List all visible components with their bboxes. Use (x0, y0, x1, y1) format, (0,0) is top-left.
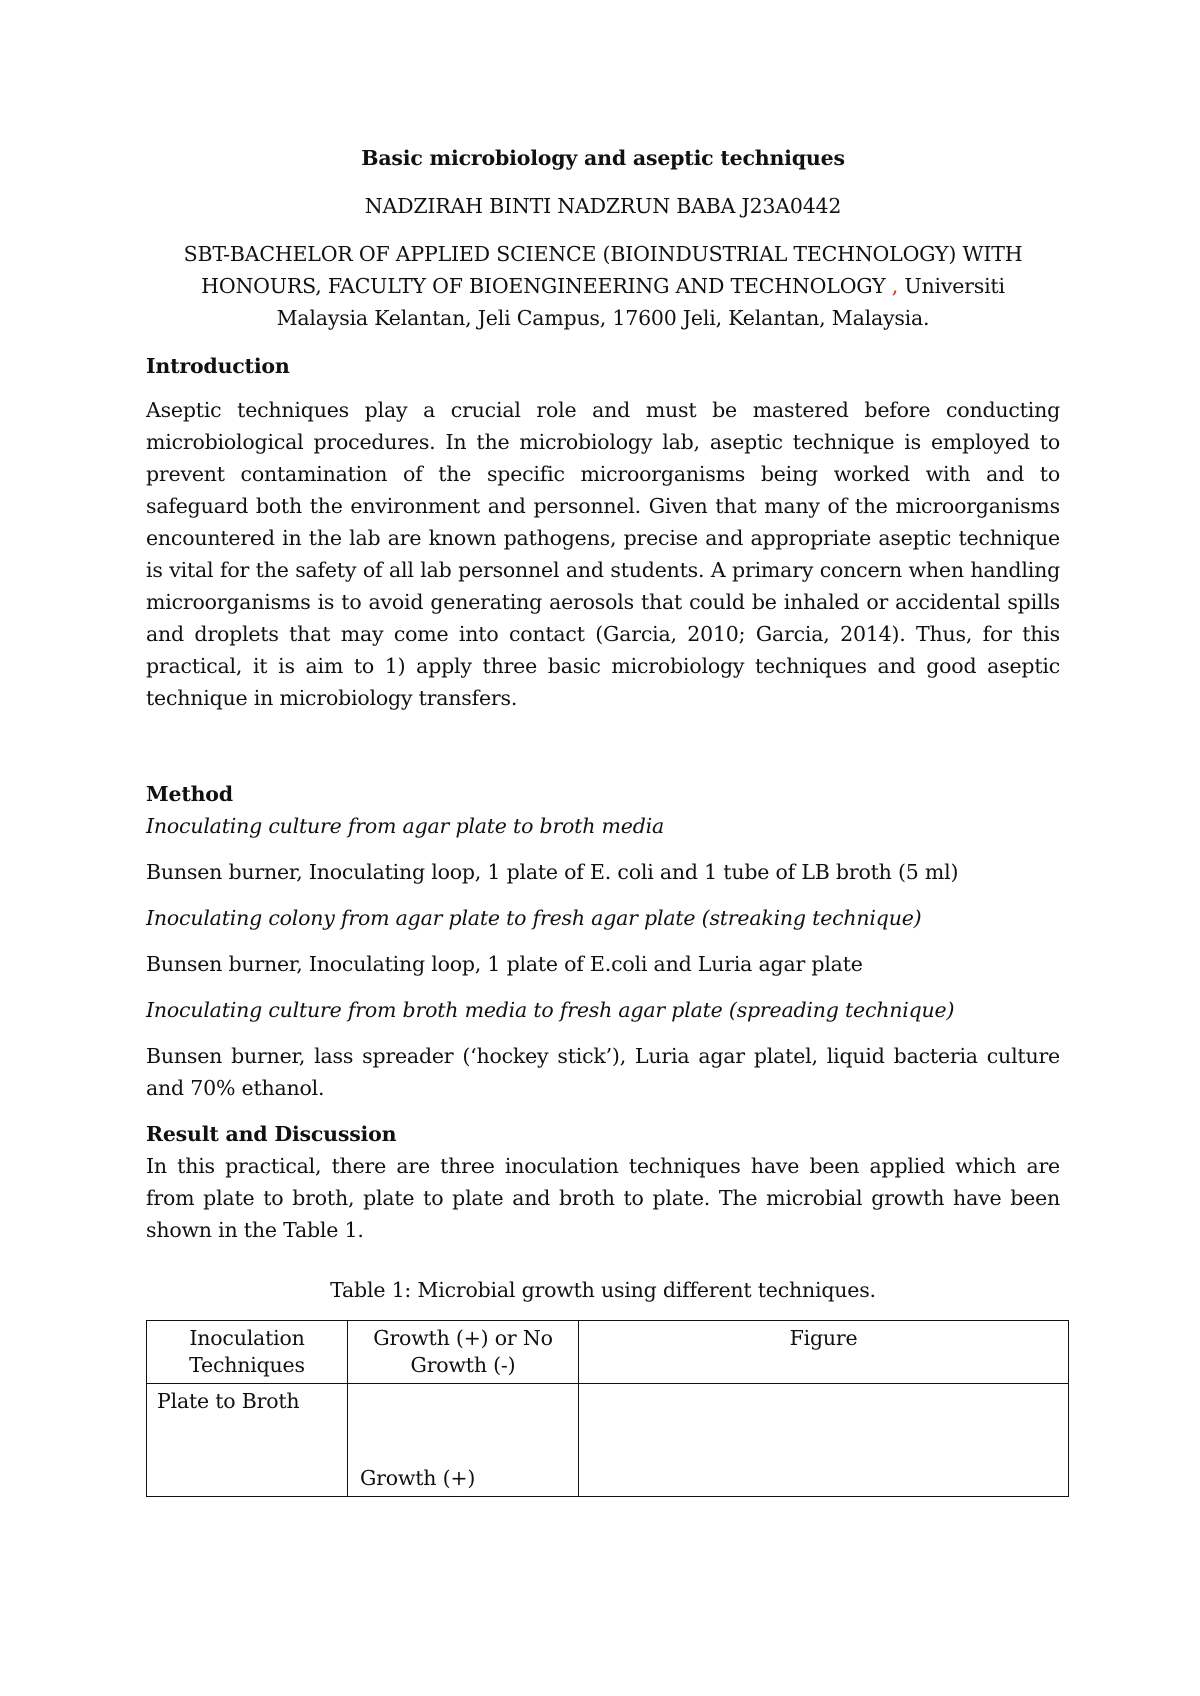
table-row (147, 1384, 1069, 1497)
results-paragraph: In this practical, there are three inoculation techniques have been applied which are from plate to broth, plate to plate and broth to plate. The microbial growth have been shown in the Table 1. (146, 1154, 1060, 1242)
introduction-paragraph: Aseptic techniques play a crucial role and must be mastered before conducting microbiological procedures. In the microbiology lab, aseptic technique is employed to prevent contamination of the specific microorganisms being worked with and to safeguard both the environment and personnel. Given that many of the microorganisms encountered in the lab are known pathogens, precise and appropriate aseptic technique is vital for the safety of all lab personnel and students. A primary concern when handling microorganisms is to avoid generating aerosols that could be inhaled or accidental spills and droplets that may come into contact (Garcia, 2010; Garcia, 2014). Thus, for this practical, it is aim to 1) apply three basic microbiology techniques and good aseptic technique in microbiology transfers. (146, 398, 1060, 710)
table-cell-figure (579, 1384, 1069, 1497)
affiliation-university: Universiti (898, 274, 1005, 298)
table-header-cell: Growth (+) or No Growth (-) (348, 1321, 579, 1384)
affiliation-line-2 (146, 270, 1060, 302)
affiliation-faculty: HONOURS, FACULTY OF BIOENGINEERING AND TECHNOLOGY (201, 274, 886, 298)
author-line: NADZIRAH BINTI NADZRUN BABA J23A0442 (364, 194, 842, 218)
affiliation-line-3: Malaysia Kelantan, Jeli Campus, 17600 Jeli, Kelantan, Malaysia. (276, 306, 930, 330)
method-subtitle-1: Inoculating culture from agar plate to broth media (146, 814, 665, 838)
results-table (146, 1320, 1069, 1497)
introduction-heading: Introduction (146, 354, 290, 378)
table-header-cell: Figure (579, 1321, 1069, 1384)
document-content (146, 142, 1060, 1497)
growth-value: Growth (+) (360, 1466, 476, 1490)
method-materials-3: Bunsen burner, lass spreader (‘hockey stick’), Luria agar platel, liquid bacteria culture and 70% ethanol. (146, 1044, 1060, 1100)
table-header-row (147, 1321, 1069, 1384)
table-cell-technique: Plate to Broth (147, 1384, 348, 1497)
results-heading: Result and Discussion (146, 1122, 397, 1146)
table-cell-growth (348, 1384, 579, 1497)
document-title: Basic microbiology and aseptic techniques (361, 146, 845, 170)
affiliation (146, 238, 1060, 334)
method-subtitle-2: Inoculating colony from agar plate to fresh agar plate (streaking technique) (146, 906, 922, 930)
table-header-cell: Inoculation Techniques (147, 1321, 348, 1384)
method-subtitle-3: Inoculating culture from broth media to fresh agar plate (spreading technique) (146, 998, 955, 1022)
method-materials-2: Bunsen burner, Inoculating loop, 1 plate of E.coli and Luria agar plate (146, 952, 863, 976)
affiliation-comma: , (885, 274, 899, 298)
method-heading: Method (146, 782, 233, 806)
affiliation-line-1: SBT-BACHELOR OF APPLIED SCIENCE (BIOINDUSTRIAL TECHNOLOGY) WITH (183, 242, 1023, 266)
table-caption: Table 1: Microbial growth using different techniques. (330, 1278, 876, 1302)
method-materials-1: Bunsen burner, Inoculating loop, 1 plate of E. coli and 1 tube of LB broth (5 ml) (146, 860, 959, 884)
